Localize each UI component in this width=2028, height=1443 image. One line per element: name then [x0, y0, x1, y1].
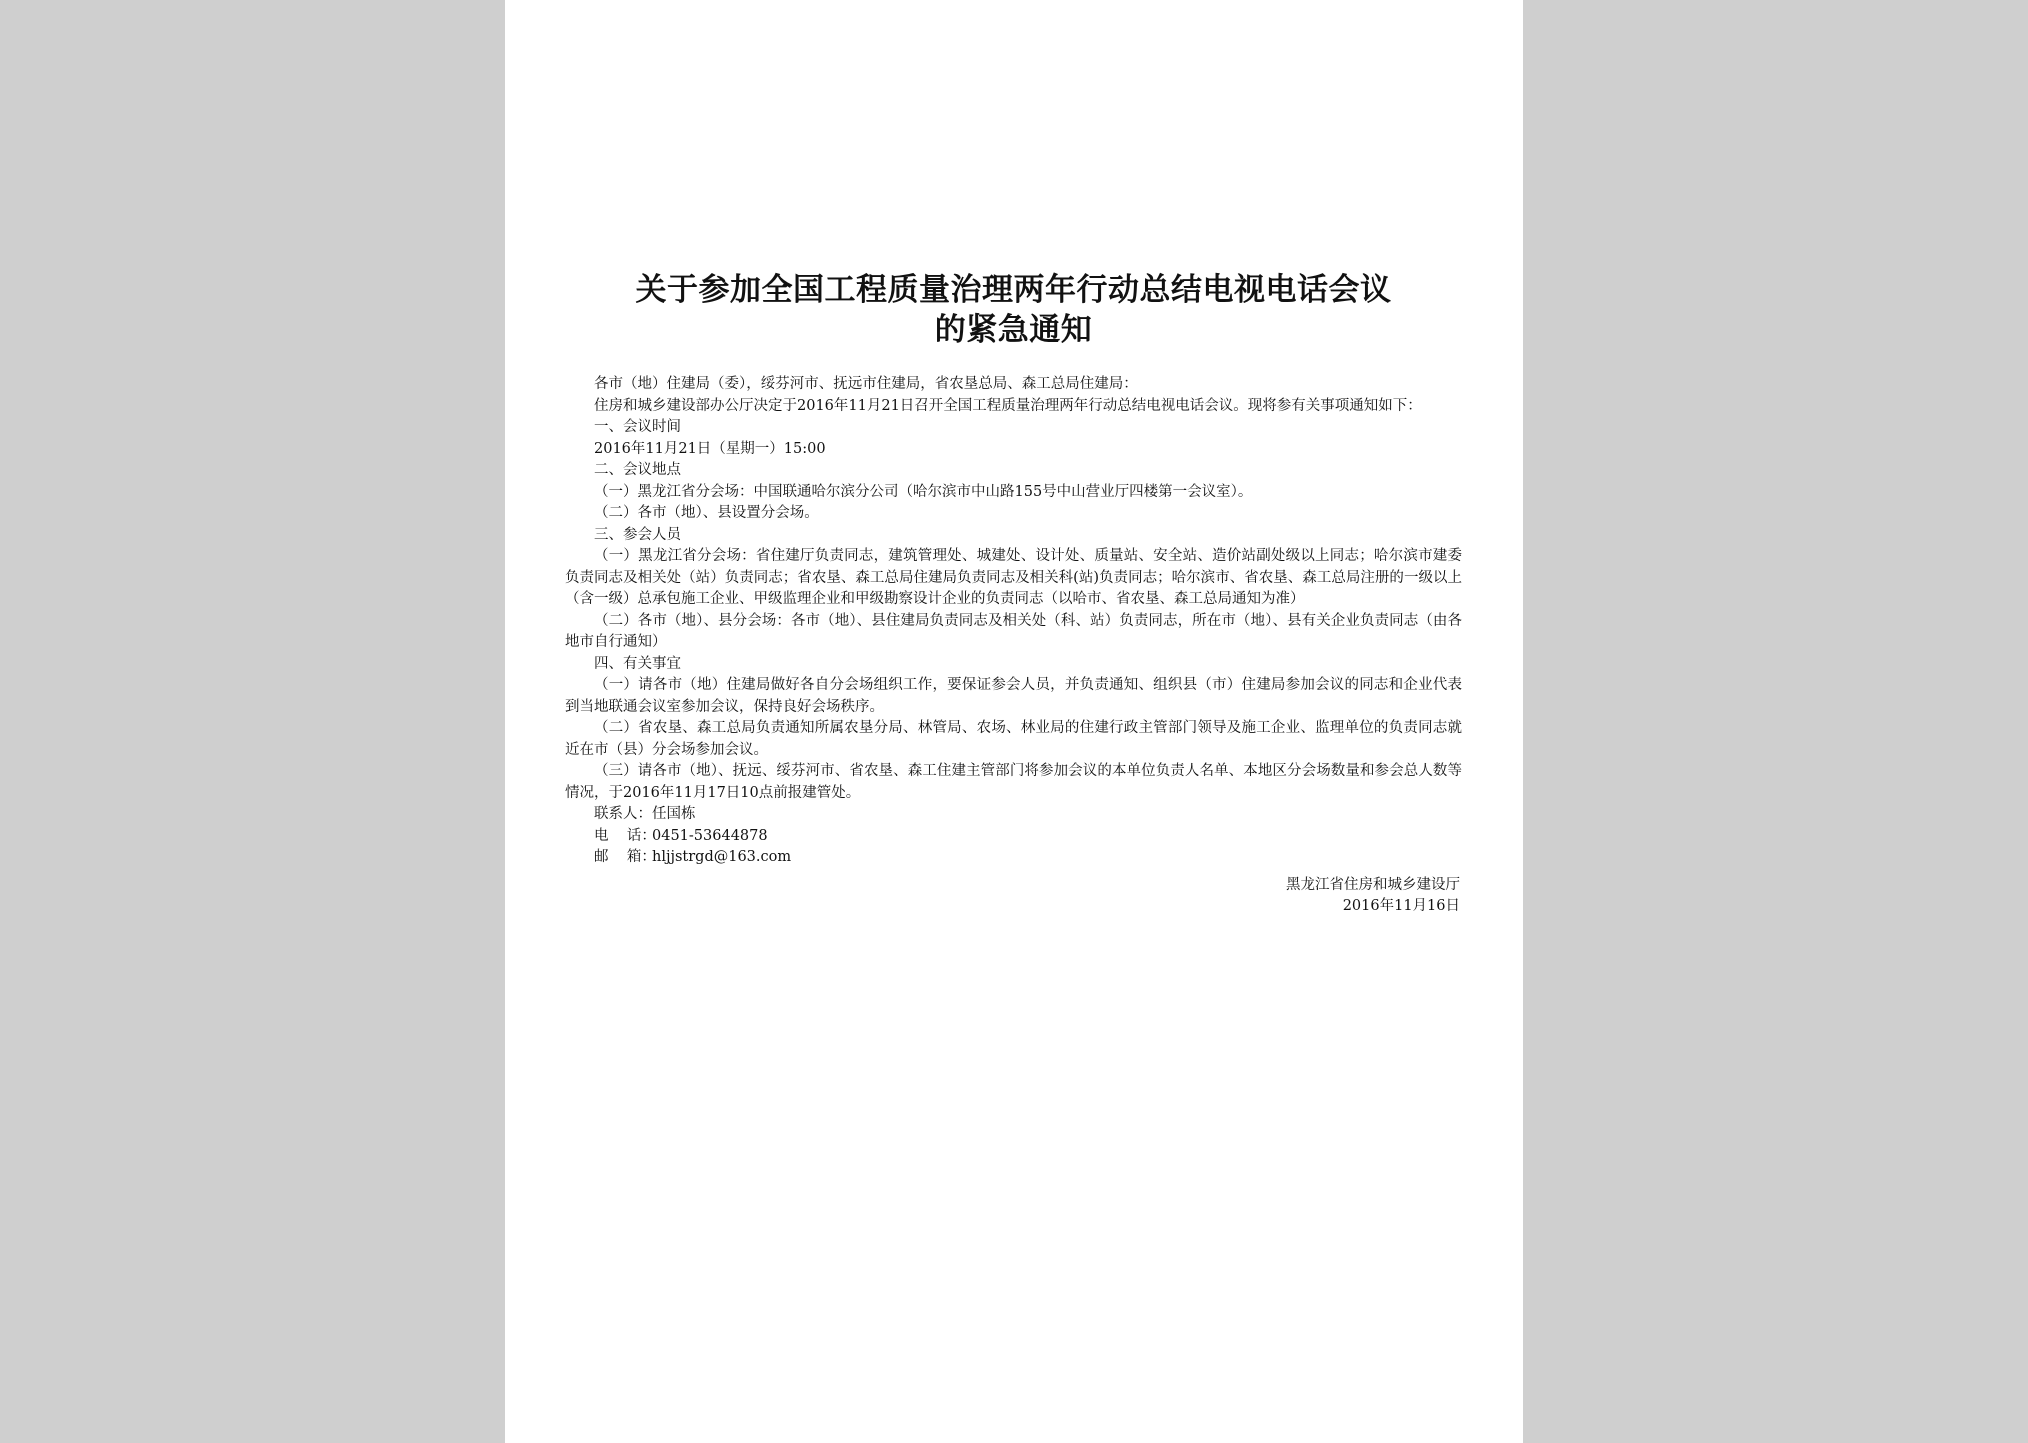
phone-number: 0451-53644878	[652, 827, 768, 844]
contact-name: 任国栋	[652, 806, 696, 822]
phone-line	[565, 826, 1462, 848]
contact-person-line	[565, 804, 1462, 826]
document-title	[565, 270, 1462, 350]
matters-item-2: （二）省农垦、森工总局负责通知所属农垦分局、林管局、农场、林业局的住建行政主管部门领导及施工企业、监理单位的负责同志就近在市（县）分会场参加会议。	[565, 720, 1462, 758]
venue-item-1: （一）黑龙江省分会场：中国联通哈尔滨分公司（哈尔滨市中山路155号中山营业厅四楼第一会议室）。	[594, 483, 1253, 500]
signature-block	[565, 875, 1462, 918]
attendees-item-2: （二）各市（地）、县分会场：各市（地）、县住建局负责同志及相关处（科、站）负责同志，所在市（地）、县有关企业负责同志（由各地市自行通知）	[565, 612, 1462, 650]
notice-document	[565, 270, 1462, 918]
matters-item-1: （一）请各市（地）住建局做好各自分会场组织工作，要保证参会人员，并负责通知、组织县（市）住建局参加会议的同志和企业代表到当地联通会议室参加会议，保持良好会场秩序。	[565, 677, 1462, 715]
email-address: hljjstrgd@163.com	[652, 849, 792, 865]
email-line	[565, 847, 1462, 869]
section-4-heading: 四、有关事宜	[594, 655, 681, 672]
section-2-heading: 二、会议地点	[594, 462, 681, 478]
phone-label: 电 话：	[594, 827, 656, 844]
section-3-heading: 三、参会人员	[594, 526, 681, 543]
title-line-1: 关于参加全国工程质量治理两年行动总结电视电话会议	[635, 272, 1392, 308]
salutation: 各市（地）住建局（委），绥芬河市、抚远市住建局，省农垦总局、森工总局住建局：	[594, 376, 1138, 392]
title-line-2: 的紧急通知	[934, 312, 1093, 348]
contact-label: 联系人：	[594, 806, 652, 822]
document-body	[565, 374, 1462, 918]
matters-item-3: （三）请各市（地）、抚远、绥芬河市、省农垦、森工住建主管部门将参加会议的本单位负责人名单、本地区分会场数量和参会总人数等情况，于2016年11月17日10点前报建管处。	[565, 763, 1462, 801]
meeting-time: 2016年11月21日（星期一）15:00	[594, 440, 826, 457]
section-1-heading: 一、会议时间	[594, 419, 681, 435]
intro-paragraph: 住房和城乡建设部办公厅决定于2016年11月21日召开全国工程质量治理两年行动总结电视电话会议。现将参有关事项通知如下：	[594, 397, 1422, 414]
document-page	[505, 0, 1523, 1443]
venue-item-2: （二）各市（地）、县设置分会场。	[594, 505, 819, 521]
issue-date: 2016年11月16日	[1342, 898, 1460, 914]
attendees-item-1: （一）黑龙江省分会场：省住建厅负责同志，建筑管理处、城建处、设计处、质量站、安全站、造价站副处级以上同志；哈尔滨市建委负责同志及相关处（站）负责同志；省农垦、森工总局住建局负责同志及相关科(站)负责同志；哈尔滨市、省农垦、森工总局注册的一级以上（含一级）总承包施工企业、甲级监理企业和甲级勘察设计企业的负责同志（以哈市、省农垦、森工总局通知为准）	[565, 548, 1462, 607]
issuer-name: 黑龙江省住房和城乡建设厅	[1286, 876, 1460, 893]
email-label: 邮 箱：	[594, 849, 656, 865]
